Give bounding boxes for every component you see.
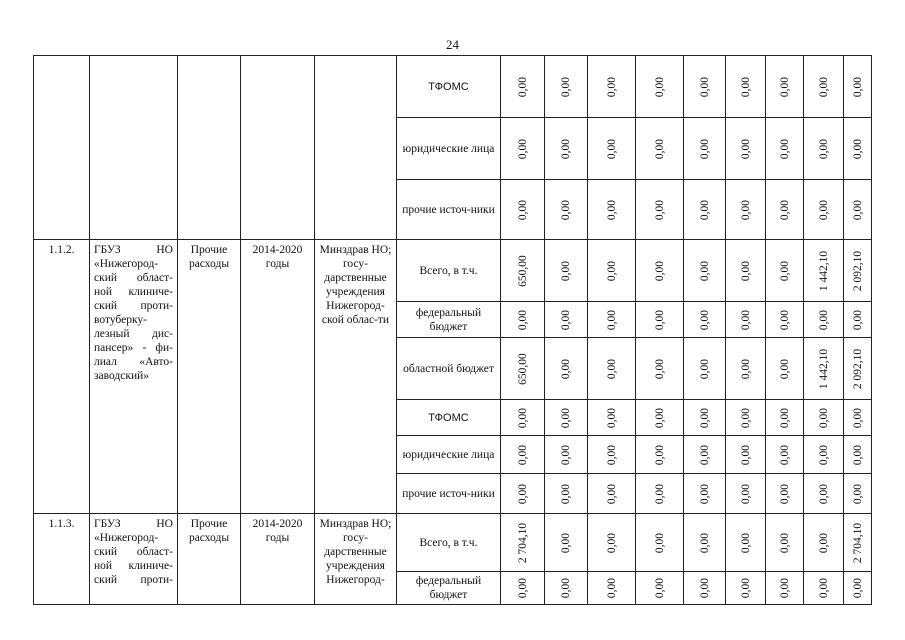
value-text: 0,00 (698, 309, 711, 330)
value-text: 0,00 (516, 407, 529, 428)
value-cell (804, 56, 844, 118)
value-cell (766, 436, 804, 474)
value-cell (726, 180, 766, 240)
value-text: 0,00 (605, 577, 618, 599)
value-cell (766, 514, 804, 572)
value-cell (766, 474, 804, 514)
value-cell (636, 240, 684, 302)
value-text: 0,00 (605, 444, 618, 465)
value-text: 0,00 (653, 483, 666, 504)
value-cell (684, 436, 726, 474)
table-row (34, 56, 872, 118)
value-text: 0,00 (516, 199, 529, 220)
value-text: 0,00 (817, 577, 830, 599)
value-cell (804, 180, 844, 240)
value-cell (684, 240, 726, 302)
value-text: 0,00 (851, 138, 864, 159)
value-cell (766, 56, 804, 118)
value-text: 1 442,10 (817, 250, 830, 291)
value-cell (501, 514, 545, 572)
value-text: 0,00 (698, 199, 711, 220)
value-text: 0,00 (653, 138, 666, 159)
value-cell (766, 572, 804, 605)
value-text: 0,00 (516, 309, 529, 330)
value-text: 0,00 (698, 532, 711, 553)
value-cell (804, 302, 844, 338)
value-text: 0,00 (739, 138, 752, 159)
value-text: 0,00 (605, 407, 618, 428)
value-text: 0,00 (851, 577, 864, 599)
value-text: 0,00 (698, 577, 711, 599)
value-text: 0,00 (817, 483, 830, 504)
value-cell (766, 302, 804, 338)
value-text: 0,00 (739, 483, 752, 504)
value-text: 0,00 (605, 138, 618, 159)
value-text: 0,00 (698, 483, 711, 504)
value-cell (545, 180, 588, 240)
value-text: 0,00 (698, 76, 711, 97)
value-cell (684, 514, 726, 572)
funding-source: федеральный бюджет (397, 572, 501, 605)
value-cell (636, 514, 684, 572)
value-text: 0,00 (516, 76, 529, 97)
value-cell (545, 240, 588, 302)
value-cell (766, 338, 804, 400)
value-text: 0,00 (653, 309, 666, 330)
value-text: 1 442,10 (817, 348, 830, 389)
value-text: 0,00 (653, 260, 666, 281)
value-text: 0,00 (560, 138, 572, 159)
value-text: 0,00 (516, 483, 529, 504)
period: 2014-2020 годы (241, 514, 315, 605)
value-text: 0,00 (851, 76, 864, 97)
page-number: 24 (446, 37, 459, 52)
value-text: 0,00 (851, 444, 864, 465)
empty-cell-number (34, 56, 90, 240)
value-cell (844, 572, 872, 605)
value-cell (726, 118, 766, 180)
value-text: 0,00 (817, 532, 830, 553)
value-cell (684, 56, 726, 118)
value-cell (804, 400, 844, 436)
funding-source: ТФОМС (397, 56, 501, 118)
value-cell (766, 118, 804, 180)
value-cell (501, 400, 545, 436)
value-cell (804, 514, 844, 572)
institution-name: ГБУЗ НО «Нижегород-ский област-ной клиниче-ский проти- (90, 514, 178, 605)
value-text: 2 092,10 (851, 250, 864, 291)
value-text: 0,00 (560, 532, 572, 553)
value-text: 0,00 (739, 199, 752, 220)
value-cell (636, 180, 684, 240)
value-cell (545, 474, 588, 514)
value-text: 0,00 (605, 309, 618, 330)
value-cell (588, 240, 636, 302)
value-text: 0,00 (778, 309, 791, 330)
value-text: 0,00 (605, 260, 618, 281)
value-cell (844, 474, 872, 514)
value-cell (804, 572, 844, 605)
value-text: 0,00 (851, 309, 864, 330)
value-text: 0,00 (653, 444, 666, 465)
value-text: 0,00 (560, 76, 572, 97)
value-cell (588, 572, 636, 605)
value-cell (588, 338, 636, 400)
value-cell (684, 338, 726, 400)
value-text: 0,00 (778, 358, 791, 379)
value-cell (501, 56, 545, 118)
expense-type: Прочие расходы (178, 240, 241, 514)
value-text: 0,00 (817, 138, 830, 159)
value-text: 0,00 (778, 577, 791, 599)
period: 2014-2020 годы (241, 240, 315, 514)
value-text: 2 704,10 (851, 522, 864, 563)
value-text: 0,00 (778, 532, 791, 553)
executor: Минздрав НО; госу-дарственные учреждения Нижегород- (315, 514, 397, 605)
value-text: 0,00 (778, 260, 791, 281)
program-funding-table (33, 55, 872, 605)
value-cell (844, 338, 872, 400)
value-text: 0,00 (653, 358, 666, 379)
funding-source: юридические лица (397, 118, 501, 180)
value-text: 0,00 (605, 199, 618, 220)
value-cell (636, 474, 684, 514)
value-text: 0,00 (653, 577, 666, 599)
value-cell (844, 400, 872, 436)
value-text: 0,00 (739, 444, 752, 465)
value-text: 0,00 (560, 260, 572, 281)
value-text: 0,00 (653, 407, 666, 428)
funding-source: федеральный бюджет (397, 302, 501, 338)
value-text: 0,00 (851, 483, 864, 504)
table-row (34, 514, 872, 572)
value-text: 0,00 (560, 577, 572, 599)
value-text: 0,00 (817, 407, 830, 428)
value-cell (726, 240, 766, 302)
value-cell (501, 180, 545, 240)
value-text: 0,00 (698, 260, 711, 281)
value-cell (844, 240, 872, 302)
value-text: 0,00 (739, 577, 752, 599)
value-cell (684, 302, 726, 338)
funding-source: областной бюджет (397, 338, 501, 400)
value-text: 0,00 (817, 76, 830, 97)
value-cell (844, 180, 872, 240)
value-cell (588, 118, 636, 180)
value-text: 0,00 (516, 577, 529, 599)
value-text: 0,00 (560, 199, 572, 220)
value-cell (588, 56, 636, 118)
value-cell (636, 436, 684, 474)
funding-source: прочие источ-ники (397, 180, 501, 240)
value-cell (684, 118, 726, 180)
funding-source: ТФОМС (397, 400, 501, 436)
expense-type: Прочие расходы (178, 514, 241, 605)
empty-cell-name (90, 56, 178, 240)
value-text: 0,00 (817, 199, 830, 220)
value-cell (545, 572, 588, 605)
value-text: 0,00 (817, 309, 830, 330)
value-cell (636, 56, 684, 118)
funding-source: прочие источ-ники (397, 474, 501, 514)
value-cell (501, 572, 545, 605)
value-text: 0,00 (605, 76, 618, 97)
value-cell (804, 474, 844, 514)
value-text: 0,00 (560, 358, 572, 379)
value-text: 0,00 (653, 76, 666, 97)
value-cell (636, 118, 684, 180)
value-text: 0,00 (778, 444, 791, 465)
value-cell (726, 338, 766, 400)
value-text: 0,00 (516, 138, 529, 159)
value-text: 0,00 (698, 407, 711, 428)
value-text: 0,00 (739, 309, 752, 330)
value-text: 0,00 (739, 532, 752, 553)
value-cell (726, 436, 766, 474)
value-text: 0,00 (778, 407, 791, 428)
value-cell (684, 180, 726, 240)
value-text: 0,00 (851, 407, 864, 428)
value-text: 0,00 (653, 199, 666, 220)
value-text: 0,00 (653, 532, 666, 553)
group-number: 1.1.3. (34, 514, 90, 605)
value-cell (684, 400, 726, 436)
group-number: 1.1.2. (34, 240, 90, 514)
value-cell (726, 474, 766, 514)
value-text: 0,00 (778, 199, 791, 220)
value-cell (545, 56, 588, 118)
value-cell (726, 572, 766, 605)
table-row (34, 240, 872, 302)
value-cell (545, 118, 588, 180)
value-cell (804, 118, 844, 180)
value-cell (726, 302, 766, 338)
funding-source: Всего, в т.ч. (397, 240, 501, 302)
value-text: 2 092,10 (851, 348, 864, 389)
value-text: 0,00 (698, 444, 711, 465)
value-text: 0,00 (817, 444, 830, 465)
value-text: 0,00 (605, 532, 618, 553)
value-text: 2 704,10 (516, 522, 529, 563)
value-cell (844, 118, 872, 180)
funding-source: Всего, в т.ч. (397, 514, 501, 572)
value-cell (545, 514, 588, 572)
value-cell (636, 400, 684, 436)
value-cell (588, 436, 636, 474)
value-text: 0,00 (778, 76, 791, 97)
value-cell (726, 400, 766, 436)
value-cell (804, 338, 844, 400)
value-cell (844, 302, 872, 338)
value-cell (636, 338, 684, 400)
value-cell (684, 474, 726, 514)
institution-name: ГБУЗ НО «Нижегород-ский област-ной клиниче-ский проти-вотуберку-лезный дис-пансер» - фи-лиал «Авто-заводский» (90, 240, 178, 514)
value-text: 0,00 (739, 358, 752, 379)
value-cell (588, 514, 636, 572)
value-cell (501, 474, 545, 514)
value-cell (501, 302, 545, 338)
value-cell (766, 180, 804, 240)
value-cell (844, 56, 872, 118)
value-cell (501, 338, 545, 400)
value-text: 0,00 (516, 444, 529, 465)
value-text: 650,00 (516, 352, 529, 385)
value-cell (766, 240, 804, 302)
value-cell (844, 436, 872, 474)
value-text: 0,00 (739, 407, 752, 428)
value-text: 0,00 (560, 444, 572, 465)
value-cell (636, 302, 684, 338)
value-cell (588, 180, 636, 240)
value-text: 0,00 (560, 483, 572, 504)
value-text: 0,00 (560, 309, 572, 330)
value-cell (726, 56, 766, 118)
value-text: 0,00 (698, 138, 711, 159)
value-cell (545, 436, 588, 474)
value-cell (636, 572, 684, 605)
value-cell (501, 118, 545, 180)
value-cell (545, 400, 588, 436)
value-text: 650,00 (516, 254, 529, 287)
empty-cell-expense-type (178, 56, 241, 240)
value-cell (501, 436, 545, 474)
value-cell (545, 338, 588, 400)
value-cell (501, 240, 545, 302)
value-text: 0,00 (605, 483, 618, 504)
empty-cell-period (241, 56, 315, 240)
funding-source: юридические лица (397, 436, 501, 474)
value-cell (588, 400, 636, 436)
value-text: 0,00 (560, 407, 572, 428)
value-cell (726, 514, 766, 572)
value-cell (588, 302, 636, 338)
value-text: 0,00 (778, 483, 791, 504)
value-text: 0,00 (739, 260, 752, 281)
value-cell (844, 514, 872, 572)
executor: Минздрав НО; госу-дарственные учреждения Нижегород-ской облас-ти (315, 240, 397, 514)
value-text: 0,00 (778, 138, 791, 159)
value-text: 0,00 (739, 76, 752, 97)
value-cell (684, 572, 726, 605)
value-text: 0,00 (605, 358, 618, 379)
value-cell (804, 240, 844, 302)
empty-cell-executor (315, 56, 397, 240)
value-text: 0,00 (851, 199, 864, 220)
value-cell (545, 302, 588, 338)
value-cell (588, 474, 636, 514)
value-text: 0,00 (698, 358, 711, 379)
value-cell (804, 436, 844, 474)
value-cell (766, 400, 804, 436)
